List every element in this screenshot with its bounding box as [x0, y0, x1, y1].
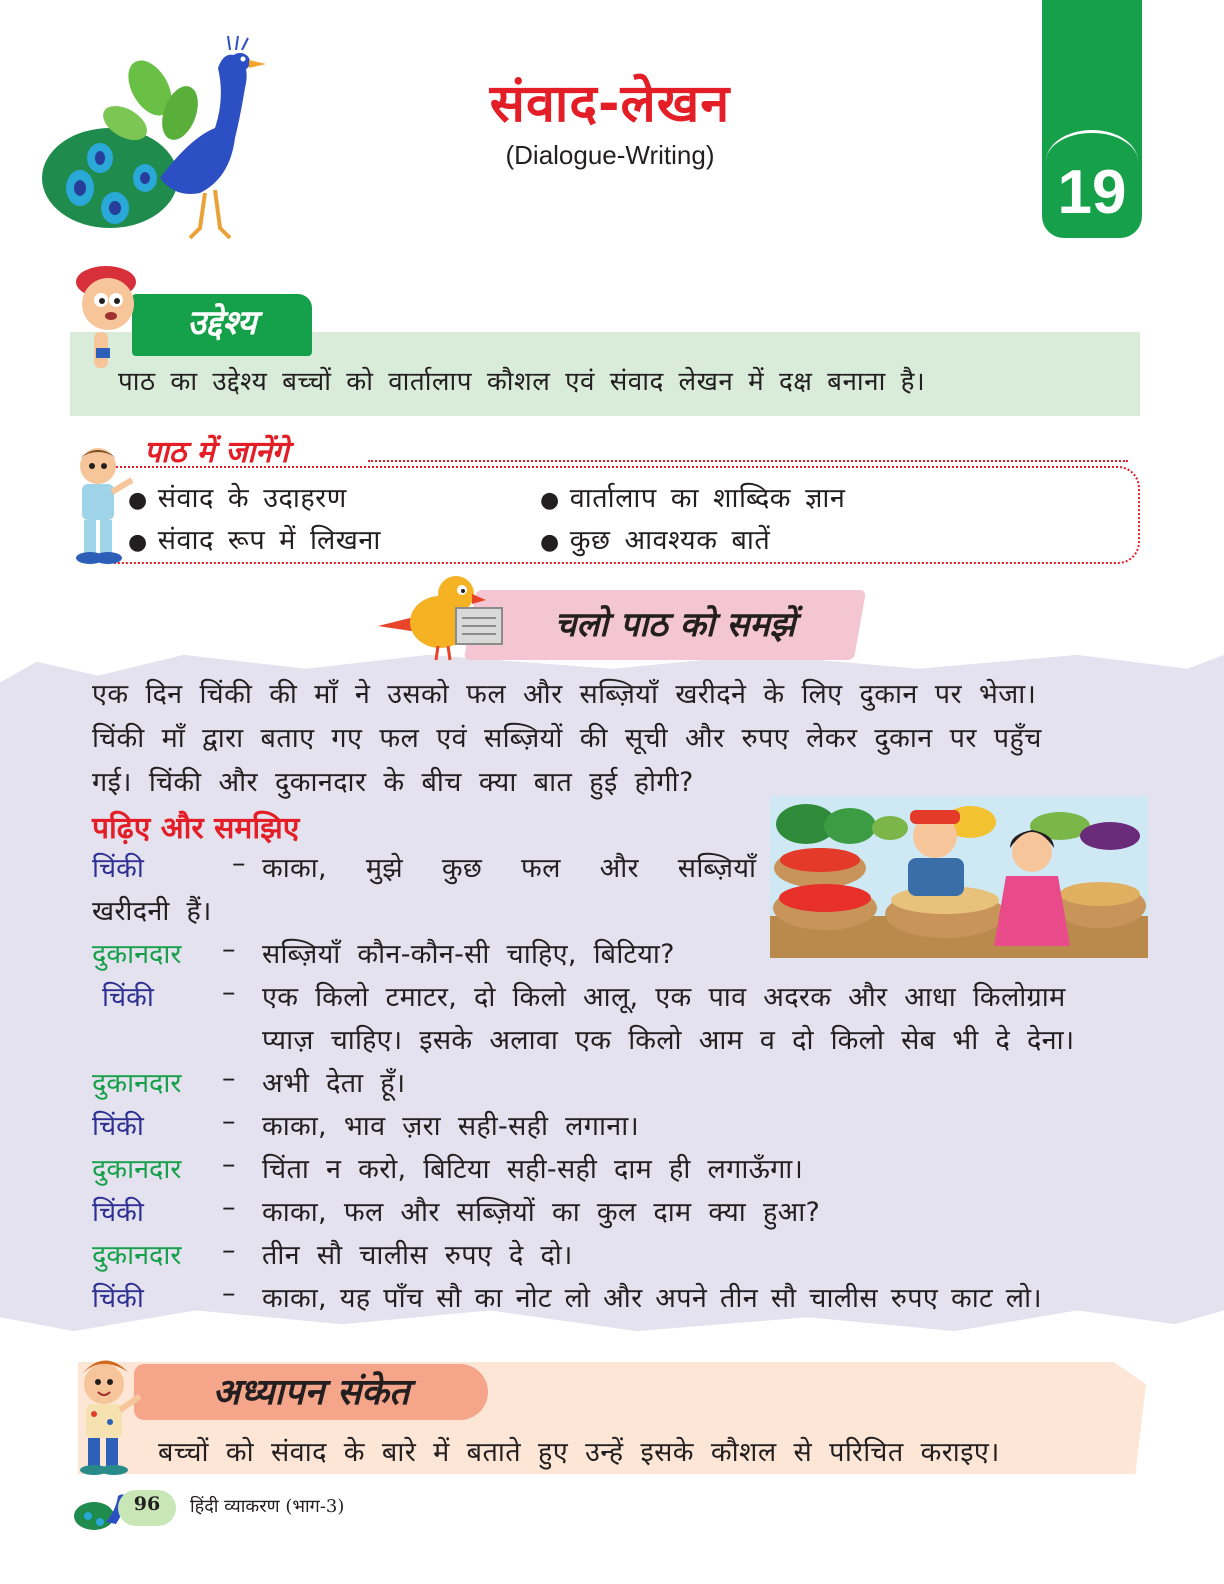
- learn-item: [128, 478, 347, 515]
- speaker-name: दुकानदार: [92, 939, 182, 970]
- story-line: एक दिन चिंकी की माँ ने उसको फल और सब्ज़ियाँ खरीदने के लिए दुकान पर भेजा।: [92, 679, 1037, 710]
- dialogue-dash: –: [222, 1063, 236, 1094]
- bird-reading-illustration: [378, 570, 508, 662]
- peacock-tail: [42, 128, 178, 228]
- dialogue-dash: –: [222, 1278, 236, 1309]
- speaker-name: दुकानदार: [92, 1068, 182, 1099]
- learn-item-text: संवाद के उदाहरण: [157, 483, 347, 514]
- bullet-icon: ●: [128, 530, 148, 555]
- speaker-name: दुकानदार: [92, 1240, 182, 1271]
- speaker-name: चिंकी: [92, 1111, 144, 1142]
- learn-item-text: संवाद रूप में लिखना: [157, 525, 381, 556]
- dialogue-text: काका, फल और सब्ज़ियों का कुल दाम क्या हुआ?: [262, 1197, 821, 1228]
- dialogue-text: काका, भाव ज़रा सही-सही लगाना।: [262, 1111, 640, 1142]
- dialogue-text: सब्ज़ियाँ कौन-कौन-सी चाहिए, बिटिया?: [262, 939, 675, 970]
- boy-pointing-illustration: [68, 444, 138, 566]
- story-line: चिंकी माँ द्वारा बताए गए फल एवं सब्ज़ियों की सूची और रुपए लेकर दुकान पर पहुँच: [92, 723, 1042, 754]
- dialogue-dash: –: [222, 1235, 236, 1266]
- learn-item-text: वार्तालाप का शाब्दिक ज्ञान: [569, 483, 846, 514]
- dialogue-text: अभी देता हूँ।: [262, 1068, 406, 1099]
- speaker-name: चिंकी: [92, 853, 144, 884]
- dialogue-dash: –: [232, 848, 246, 879]
- page-number: 96: [133, 1493, 161, 1515]
- dialogue-dash: –: [222, 1106, 236, 1137]
- learn-item-text: कुछ आवश्यक बातें: [569, 525, 771, 556]
- learn-item: [540, 478, 845, 515]
- speaker-name: चिंकी: [102, 982, 154, 1013]
- chapter-subtitle: (Dialogue-Writing): [505, 140, 715, 170]
- speaker-name: चिंकी: [92, 1283, 144, 1314]
- speaker-name: चिंकी: [92, 1197, 144, 1228]
- teaching-hint-heading: अध्यापन संकेत: [212, 1372, 410, 1413]
- read-heading: पढ़िए और समझिए: [92, 811, 300, 846]
- boy-waving-illustration: [70, 1352, 146, 1476]
- learn-item: [540, 520, 770, 557]
- dialogue-text: चिंता न करो, बिटिया सही-सही दाम ही लगाऊँगा।: [262, 1154, 804, 1185]
- speaker-name: दुकानदार: [92, 1154, 182, 1185]
- dialogue-dash: –: [222, 977, 236, 1008]
- objective-heading: उद्देश्य: [187, 303, 257, 343]
- bullet-icon: ●: [540, 530, 560, 555]
- dialogue-dash: –: [222, 1192, 236, 1223]
- dialogue-text: एक किलो टमाटर, दो किलो आलू, एक पाव अदरक और आधा किलोग्राम: [262, 982, 1066, 1013]
- learn-heading: पाठ में जानेंगे: [144, 435, 289, 470]
- learn-item: [128, 520, 381, 557]
- dialogue-text: काका, मुझे कुछ फल और सब्ज़ियाँ: [262, 853, 757, 884]
- peacock-illustration: [40, 28, 280, 243]
- chapter-tab: [1042, 0, 1142, 238]
- dialogue-text: प्याज़ चाहिए। इसके अलावा एक किलो आम व दो किलो सेब भी दे देना।: [262, 1025, 1075, 1056]
- chapter-number: 19: [1057, 158, 1127, 227]
- objective-text: पाठ का उद्देश्य बच्चों को वार्तालाप कौशल एवं संवाद लेखन में दक्ष बनाना है।: [118, 367, 926, 397]
- dialogue-text: तीन सौ चालीस रुपए दे दो।: [262, 1240, 573, 1271]
- story-line: गई। चिंकी और दुकानदार के बीच क्या बात हुई होगी?: [92, 767, 694, 798]
- dialogue-dash: –: [222, 934, 236, 965]
- dialogue-dash: –: [222, 1149, 236, 1180]
- teaching-hint-text: बच्चों को संवाद के बारे में बताते हुए उन्हें इसके कौशल से परिचित कराइए।: [158, 1437, 1000, 1468]
- vegetable-market-illustration: [770, 796, 1148, 958]
- book-title: हिंदी व्याकरण (भाग-3): [190, 1496, 345, 1517]
- boy-peeking-illustration: [66, 262, 146, 372]
- learn-heading-rule: [368, 460, 1128, 462]
- chapter-title: संवाद-लेखन: [489, 74, 731, 134]
- dialogue-text: खरीदनी हैं।: [92, 896, 212, 927]
- bullet-icon: ●: [540, 488, 560, 513]
- understand-heading: चलो पाठ को समझें: [554, 605, 796, 645]
- bullet-icon: ●: [128, 488, 148, 513]
- dialogue-text: काका, यह पाँच सौ का नोट लो और अपने तीन सौ चालीस रुपए काट लो।: [262, 1283, 1042, 1314]
